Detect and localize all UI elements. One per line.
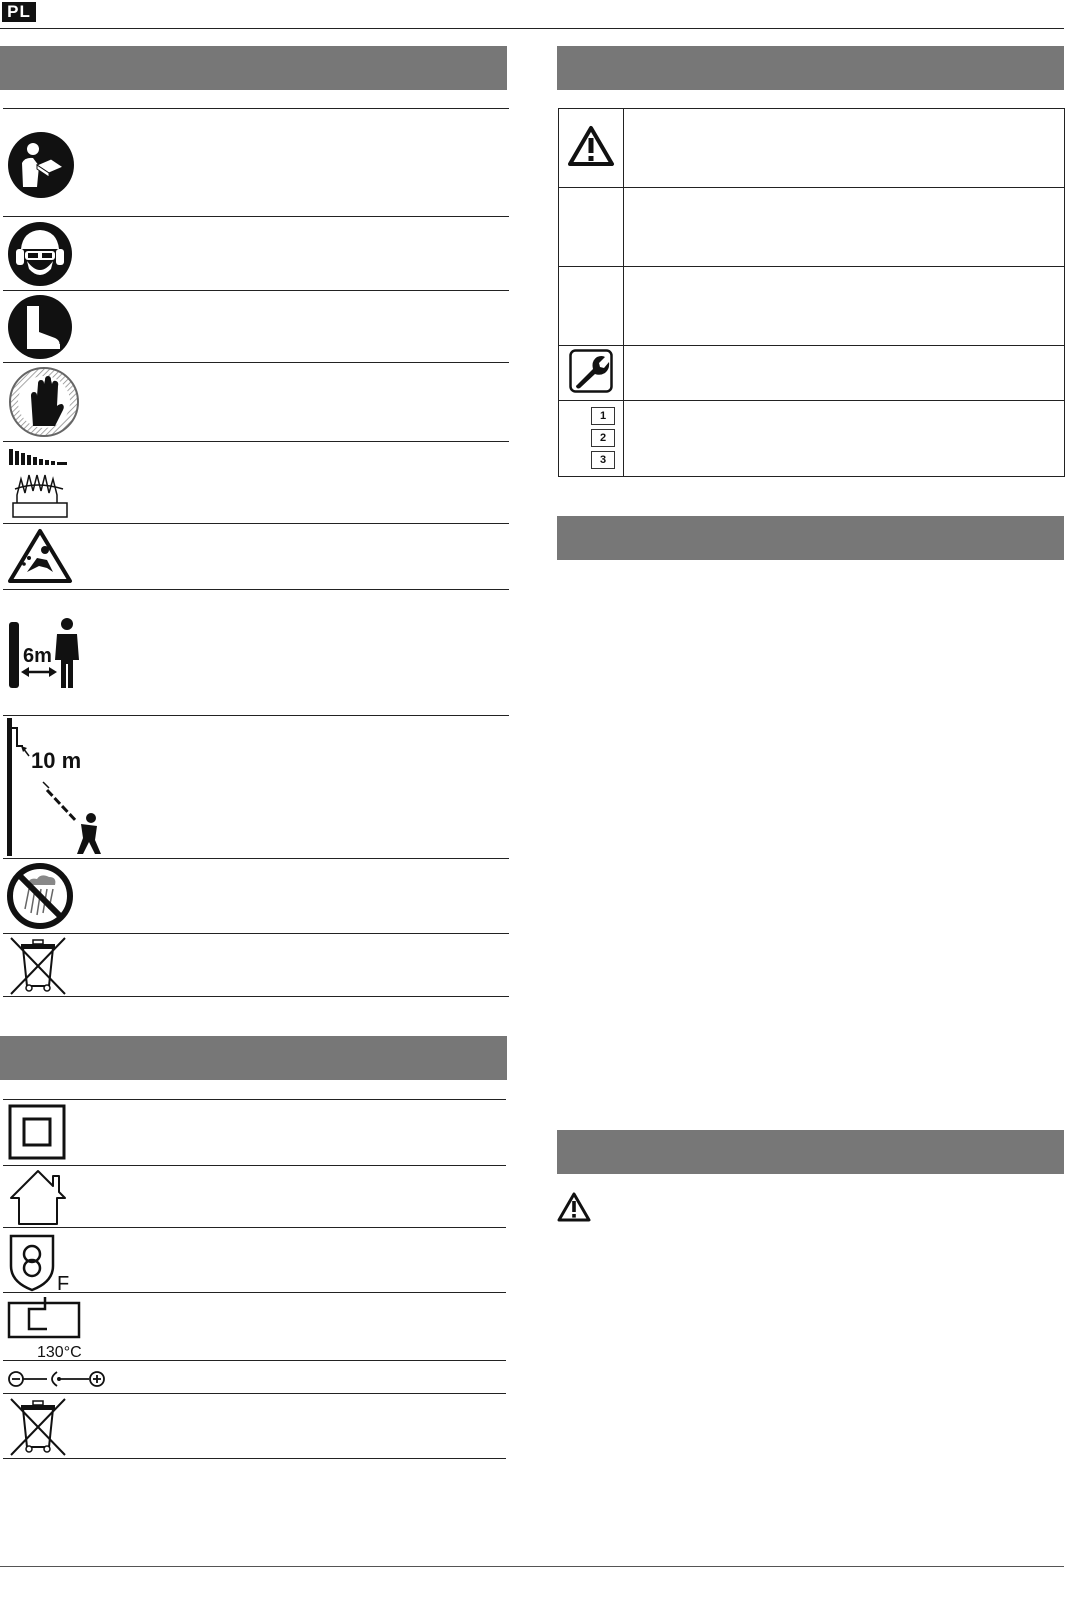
read-manual-icon [7, 131, 77, 199]
symbol-row [3, 1360, 506, 1393]
legend-icon-cell [559, 346, 624, 401]
symbol-row [3, 290, 509, 362]
legend-row [559, 109, 1065, 188]
weee-disposal-icon [7, 936, 69, 996]
distance-label: 6m [23, 645, 52, 667]
legend-row [559, 267, 1065, 346]
legend-icon-cell [559, 267, 624, 346]
protective-gloves-icon [7, 366, 81, 438]
section-header-symbols [0, 46, 507, 90]
wrench-icon [569, 349, 613, 393]
legend-icon-cell [559, 401, 624, 477]
section-header-right-2 [557, 516, 1064, 560]
legend-text-cell [624, 401, 1065, 477]
warning-triangle-icon [557, 1192, 591, 1222]
power-line-distance-icon [5, 718, 105, 856]
symbol-row [3, 1292, 506, 1360]
symbol-row [3, 362, 509, 441]
safety-transformer-icon [7, 1232, 79, 1292]
legend-row [559, 401, 1065, 477]
legend-icon-cell [559, 188, 624, 267]
section-header-legend [557, 46, 1064, 90]
symbol-row [3, 1165, 506, 1227]
legend-text-cell [624, 267, 1065, 346]
electrical-symbols-list [3, 1099, 506, 1459]
symbol-row [3, 1099, 506, 1165]
symbol-row [3, 589, 509, 715]
symbol-row [3, 858, 509, 933]
legend-text-cell [624, 188, 1065, 267]
footer-rule [0, 1566, 1064, 1567]
legend-text-cell [624, 346, 1065, 401]
legend-row [559, 188, 1065, 267]
header-rule [0, 28, 1064, 29]
step-number-3: 3 [591, 451, 615, 469]
helmet-goggles-ear-protection-icon [7, 221, 75, 287]
symbol-row [3, 441, 509, 523]
thermal-cutout-label: 130°C [37, 1344, 82, 1359]
weee-disposal-icon [7, 1397, 69, 1457]
legend-text-cell [624, 109, 1065, 188]
thermal-cutout-icon [7, 1295, 99, 1359]
thrown-objects-warning-icon [7, 528, 73, 584]
no-rain-icon [7, 863, 75, 929]
warning-triangle-icon [567, 125, 615, 167]
symbol-row [3, 933, 509, 997]
step-number-1: 1 [591, 407, 615, 425]
section-header-electrical [0, 1036, 507, 1080]
symbol-row [3, 216, 509, 290]
language-badge: PL [2, 2, 36, 22]
symbol-row [3, 523, 509, 589]
symbol-row [3, 715, 509, 858]
distance-label: 10 m [31, 748, 82, 773]
indoor-use-icon [7, 1168, 69, 1226]
transformer-label: F [57, 1273, 70, 1292]
section-header-right-3 [557, 1130, 1064, 1174]
protective-boots-icon [7, 294, 75, 360]
legend-row [559, 346, 1065, 401]
cutting-blades-hand-hazard-icon [7, 445, 73, 521]
keep-distance-icon [7, 614, 85, 690]
polarity-icon [7, 1369, 113, 1389]
legend-icon-cell [559, 109, 624, 188]
symbols-list [3, 108, 509, 997]
symbol-row [3, 1227, 506, 1292]
step-number-2: 2 [591, 429, 615, 447]
double-insulation-icon [7, 1103, 67, 1161]
legend-table [558, 108, 1065, 477]
symbol-row [3, 108, 509, 216]
symbol-row [3, 1393, 506, 1459]
